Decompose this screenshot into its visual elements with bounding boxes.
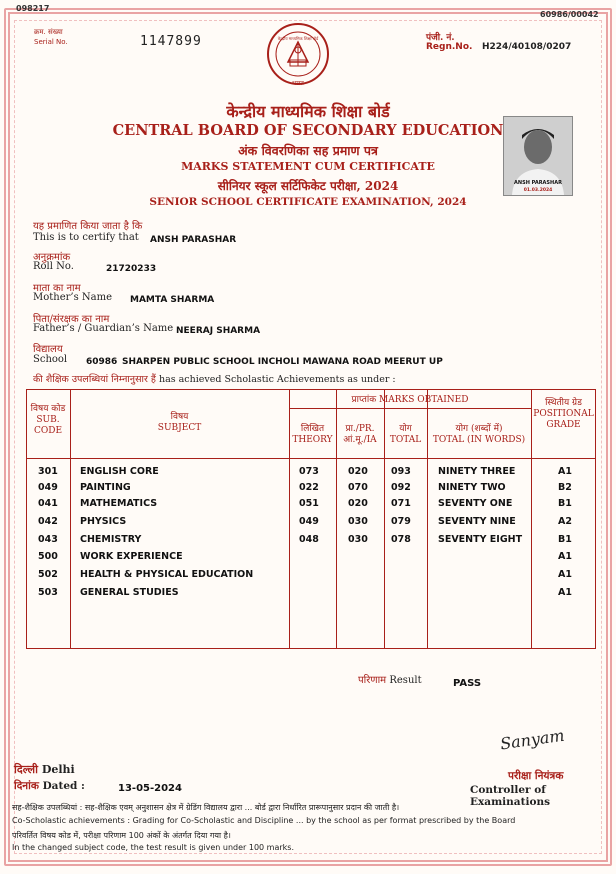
practical-marks: 030 xyxy=(348,534,368,545)
date-line: दिनांक Dated : xyxy=(14,780,85,792)
subject-name: PHYSICS xyxy=(80,516,127,527)
achievements-line: की शैक्षिक उपलब्धियां निम्नानुसार हैं has achieved Scholastic Achievements as under : xyxy=(33,374,396,385)
certificate-title-hindi: अंक विवरणिका सह प्रमाण पत्र xyxy=(238,143,378,158)
subject-code: 042 xyxy=(38,516,58,527)
board-name-english: CENTRAL BOARD OF SECONDARY EDUCATION xyxy=(112,122,504,139)
total-marks: 092 xyxy=(391,482,411,493)
positional-grade: A2 xyxy=(558,516,572,527)
logo-bottom-text: भारत xyxy=(292,80,304,87)
place-line: दिल्ली Delhi xyxy=(14,763,75,776)
header-total: योग TOTAL xyxy=(389,424,422,445)
header-grade: स्थितीय ग्रेड POSITIONAL GRADE xyxy=(533,398,594,430)
mother-label-hindi: माता का नाम xyxy=(33,283,81,294)
total-marks: 078 xyxy=(391,534,411,545)
issue-date: 13-05-2024 xyxy=(118,783,182,794)
theory-marks: 049 xyxy=(299,516,319,527)
header-subcode: विषय कोड SUB. CODE xyxy=(30,404,66,436)
subject-code: 041 xyxy=(38,498,58,509)
cbse-logo-icon xyxy=(266,22,330,86)
certify-label-english: This is to certify that xyxy=(33,232,139,243)
header-subject: विषय SUBJECT xyxy=(157,412,202,433)
header-theory: लिखित THEORY xyxy=(292,424,333,445)
practical-marks: 020 xyxy=(348,466,368,477)
total-in-words: SEVENTY EIGHT xyxy=(438,534,523,545)
serial-label-english: Serial No. xyxy=(34,38,68,46)
header-total-words: योग (शब्दों में) TOTAL (IN WORDS) xyxy=(432,424,526,445)
positional-grade: A1 xyxy=(558,466,572,477)
subject-name: MATHEMATICS xyxy=(80,498,158,509)
subject-name: HEALTH & PHYSICAL EDUCATION xyxy=(80,569,254,580)
note-coscholastic-english: Co-Scholastic achievements : Grading for Co-Scholastic and Discipline ... by the school as per format prescribed by the Board xyxy=(12,816,516,825)
total-marks: 071 xyxy=(391,498,411,509)
regn-label-hindi: पंजी. नं. xyxy=(426,33,455,43)
positional-grade: A1 xyxy=(558,569,572,580)
roll-label-english: Roll No. xyxy=(33,261,74,272)
positional-grade: B1 xyxy=(558,534,572,545)
certificate-title-english: MARKS STATEMENT CUM CERTIFICATE xyxy=(181,160,435,173)
controller-title-hindi: परीक्षा नियंत्रक xyxy=(508,770,564,782)
positional-grade: B1 xyxy=(558,498,572,509)
controller-signature: Sanyam xyxy=(498,725,566,754)
total-in-words: NINETY TWO xyxy=(438,482,506,493)
theory-marks: 022 xyxy=(299,482,319,493)
positional-grade: A1 xyxy=(558,587,572,598)
exam-title-english: SENIOR SCHOOL CERTIFICATE EXAMINATION, 2024 xyxy=(149,196,467,208)
total-marks: 093 xyxy=(391,466,411,477)
subject-code: 503 xyxy=(38,587,58,598)
student-name: ANSH PARASHAR xyxy=(150,235,237,245)
exam-title-hindi: सीनियर स्कूल सर्टिफिकेट परीक्षा, 2024 xyxy=(217,179,399,193)
photo-caption-date: 01.03.2024 xyxy=(523,188,553,193)
mother-label-english: Mother’s Name xyxy=(33,292,113,303)
certify-label-hindi: यह प्रमाणित किया जाता है कि xyxy=(33,221,143,232)
subject-name: WORK EXPERIENCE xyxy=(80,551,183,562)
practical-marks: 030 xyxy=(348,516,368,527)
mother-name: MAMTA SHARMA xyxy=(130,295,215,305)
positional-grade: B2 xyxy=(558,482,572,493)
subject-name: ENGLISH CORE xyxy=(80,466,159,477)
father-name: NEERAJ SHARMA xyxy=(176,326,261,336)
top-right-code: 60986/00042 xyxy=(540,10,599,19)
father-label-hindi: पिता/संरक्षक का नाम xyxy=(33,314,110,325)
total-in-words: SEVENTY ONE xyxy=(438,498,513,509)
theory-marks: 048 xyxy=(299,534,319,545)
note-changed-code-hindi: परिवर्तित विषय कोड में, परीक्षा परिणाम 100 अंकों के अंतर्गत दिया गया है। xyxy=(12,831,231,840)
total-marks: 079 xyxy=(391,516,411,527)
theory-marks: 073 xyxy=(299,466,319,477)
serial-number: 1147899 xyxy=(140,34,202,49)
practical-marks: 020 xyxy=(348,498,368,509)
student-photo xyxy=(503,116,573,196)
school-name: SHARPEN PUBLIC SCHOOL INCHOLI MAWANA ROAD MEERUT UP xyxy=(122,357,443,367)
logo-ring-text: केन्द्रीय माध्यमिक शिक्षा बोर्ड xyxy=(277,36,319,41)
total-in-words: NINETY THREE xyxy=(438,466,516,477)
top-left-code: 098217 xyxy=(16,4,50,13)
controller-title-english: Controller of Examinations xyxy=(470,784,550,808)
subject-name: CHEMISTRY xyxy=(80,534,142,545)
regn-label-english: Regn.No. xyxy=(426,42,473,52)
header-marks-obtained: प्राप्तांक MARKS OBTAINED xyxy=(351,395,469,405)
photo-caption-name: ANSH PARASHAR xyxy=(514,180,562,186)
note-changed-code-english: In the changed subject code, the test result is given under 100 marks. xyxy=(12,843,294,852)
total-in-words: SEVENTY NINE xyxy=(438,516,516,527)
school-code: 60986 xyxy=(86,357,118,367)
subject-code: 043 xyxy=(38,534,58,545)
school-label-english: School xyxy=(33,354,68,365)
roll-number: 21720233 xyxy=(106,264,157,274)
note-coscholastic-hindi: सह-शैक्षिक उपलब्धियां : सह-शैक्षिक एवम् अनुशासन क्षेत्र में ग्रेडिंग विद्यालय द्वारा ... बोर्ड द्वारा निर्धारित प्रारूपानुसार प्रदान की जाती है। xyxy=(12,803,400,812)
serial-label-hindi: क्रम. संख्या xyxy=(34,28,63,36)
theory-marks: 051 xyxy=(299,498,319,509)
result-value: PASS xyxy=(453,678,482,689)
roll-label-hindi: अनुक्रमांक xyxy=(33,252,71,263)
board-name-hindi: केन्द्रीय माध्यमिक शिक्षा बोर्ड xyxy=(226,102,390,121)
subject-name: PAINTING xyxy=(80,482,131,493)
subject-code: 049 xyxy=(38,482,58,493)
positional-grade: A1 xyxy=(558,551,572,562)
regn-number: H224/40108/0207 xyxy=(482,42,572,52)
father-label-english: Father’s / Guardian’s Name xyxy=(33,323,174,334)
practical-marks: 070 xyxy=(348,482,368,493)
subject-code: 502 xyxy=(38,569,58,580)
subject-name: GENERAL STUDIES xyxy=(80,587,179,598)
subject-code: 301 xyxy=(38,466,58,477)
result-label: परिणाम Result xyxy=(358,675,422,686)
school-label-hindi: विद्यालय xyxy=(33,344,63,355)
subject-code: 500 xyxy=(38,551,58,562)
header-practical: प्रा./PR. आं.मू./IA xyxy=(343,424,377,445)
